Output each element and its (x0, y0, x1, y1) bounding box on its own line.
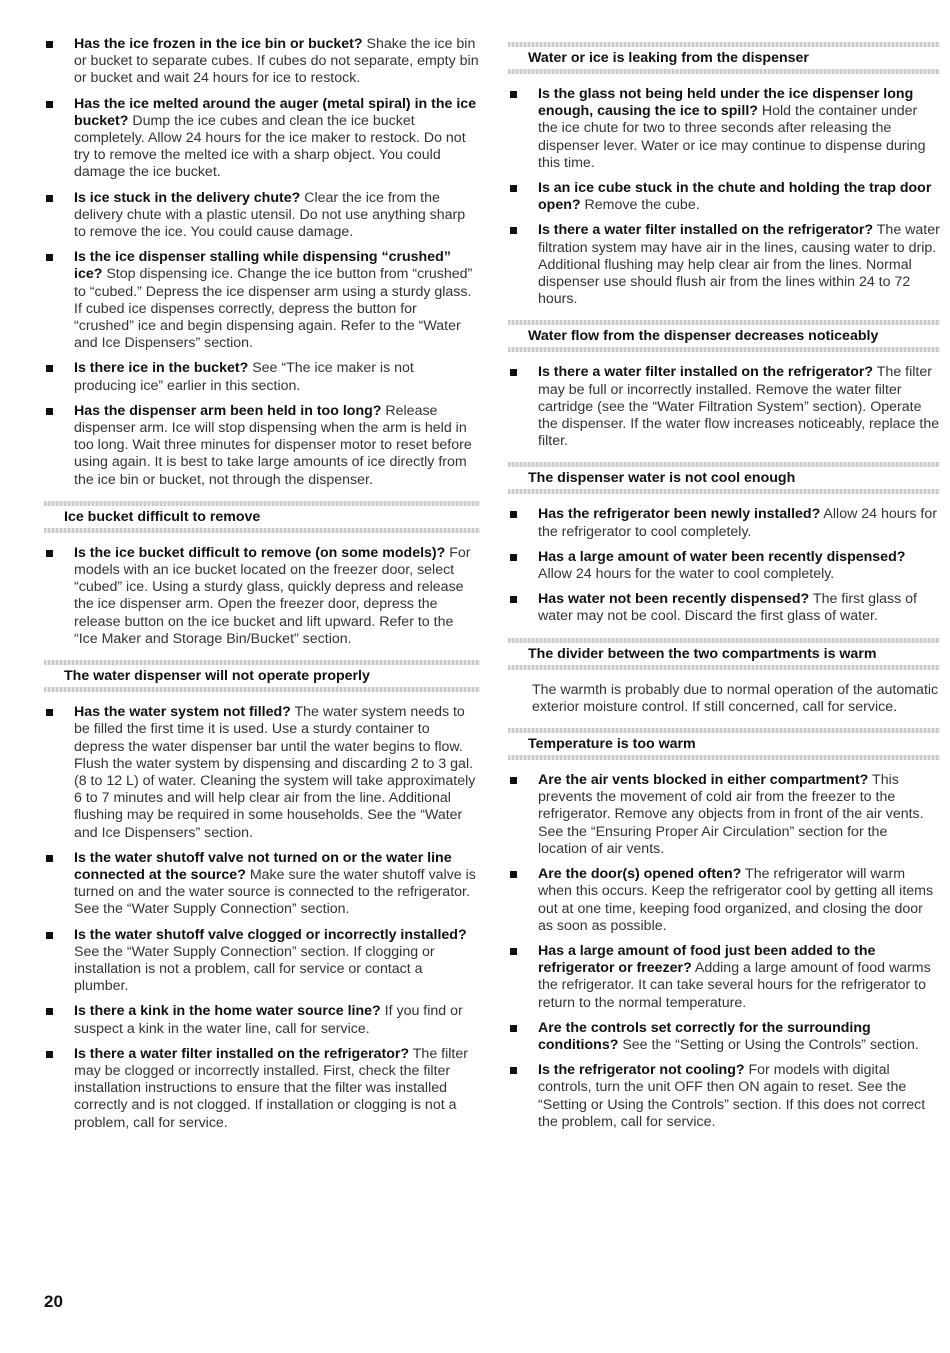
square-bullet-icon (510, 777, 517, 784)
item-question: Has water not been recently dispensed? (538, 591, 810, 608)
ice-bucket-items (44, 545, 480, 648)
item-answer: The refrigerator will warm when this occurs. Keep the refrigerator cool by getting all items out at one time, keeping food organized, and closing the door as soon as possible. (538, 866, 934, 934)
troubleshooting-item (44, 360, 480, 394)
item-question: Is the ice dispenser stalling while dispensing “crushed” ice? (74, 249, 451, 283)
item-answer: Release dispenser arm. Ice will stop dispensing when the arm is held in too long. Wait three minutes for dispenser motor to reset before using again. It is best to take large amounts of ice directly from the ice bin or bucket, not through the dispenser. (74, 402, 472, 488)
square-bullet-icon (510, 511, 517, 518)
section-heading-divider-warm: The divider between the two compartments is warm (508, 638, 940, 670)
section-heading-ice-bucket: Ice bucket difficult to remove (44, 501, 480, 533)
item-question: Has the water system not filled? (74, 704, 291, 721)
square-bullet-icon (46, 1008, 53, 1015)
item-answer: Adding a large amount of food warms the refrigerator. It can take several hours for the refrigerator to return to the normal temperature. (538, 960, 931, 1011)
water-flow-items (508, 364, 940, 450)
troubleshooting-item (44, 249, 480, 352)
troubleshooting-item (44, 927, 480, 996)
square-bullet-icon (46, 855, 53, 862)
leaking-items (508, 86, 940, 308)
square-bullet-icon (46, 1051, 53, 1058)
item-answer: The water system needs to be filled the first time it is used. Use a sturdy container to depress the water dispenser bar until the water begins to flow. Flush the water system by dispensing and discarding 2 to 3 gal. (8 to 12 L) of water. Cleaning the system will take approximately 6 to 7 minutes and will help clear air from the line. Additional flushing may be required in some households. See the “Water and Ice Dispensers” section. (74, 704, 476, 841)
item-question: Are the air vents blocked in either compartment? (538, 772, 869, 789)
item-answer: Hold the container under the ice chute for two to three seconds after releasing the dispenser lever. Water or ice may continue to dispense during this time. (538, 103, 926, 171)
troubleshooting-item (44, 1003, 480, 1037)
item-question: Is there ice in the bucket? (74, 360, 249, 377)
ice-dispensing-items (44, 36, 480, 489)
page-number: 20 (44, 1292, 63, 1311)
troubleshooting-item (508, 772, 940, 858)
item-answer: If you find or suspect a kink in the water line, call for service. (74, 1003, 463, 1037)
section-heading-water-flow: Water flow from the dispenser decreases noticeably (508, 320, 940, 352)
square-bullet-icon (510, 185, 517, 192)
item-question: Are the controls set correctly for the surrounding conditions? (538, 1019, 871, 1053)
troubleshooting-item (44, 190, 480, 242)
item-question: Is the water shutoff valve clogged or incorrectly installed? (74, 926, 467, 943)
square-bullet-icon (510, 554, 517, 561)
section-heading-leaking: Water or ice is leaking from the dispenser (508, 42, 940, 74)
section-heading-water-cool: The dispenser water is not cool enough (508, 462, 940, 494)
square-bullet-icon (510, 948, 517, 955)
item-question: Is the water shutoff valve not turned on or the water line connected at the source? (74, 849, 452, 883)
item-question: Is there a kink in the home water source line? (74, 1003, 381, 1020)
square-bullet-icon (46, 254, 53, 261)
troubleshooting-item (508, 591, 940, 625)
troubleshooting-item (44, 704, 480, 842)
item-answer: The water filtration system may have air in the lines, causing water to drip. Additional flushing may help clear air from the lines. Normal dispenser use should flush air from the lines within 24 to 72 hours. (538, 222, 940, 308)
troubleshooting-item (508, 1020, 940, 1054)
item-question: Is ice stuck in the delivery chute? (74, 189, 301, 206)
square-bullet-icon (46, 408, 53, 415)
item-answer: Stop dispensing ice. Change the ice button from “crushed” to “cubed.” Depress the ice dispenser arm using a sturdy glass. If cubed ice dispenses correctly, depress the button for “crushed” ice and begin dispensing again. Refer to the “Water and Ice Dispensers” section. (74, 266, 473, 352)
troubleshooting-item (44, 545, 480, 648)
item-question: Has the dispenser arm been held in too long? (74, 402, 382, 419)
item-answer: The first glass of water may not be cool. Discard the first glass of water. (538, 591, 917, 625)
section-heading-water-dispenser: The water dispenser will not operate properly (44, 660, 480, 692)
square-bullet-icon (510, 596, 517, 603)
square-bullet-icon (46, 709, 53, 716)
item-question: Has the ice frozen in the ice bin or bucket? (74, 36, 363, 52)
troubleshooting-item (508, 506, 940, 540)
troubleshooting-item (44, 36, 480, 88)
square-bullet-icon (46, 195, 53, 202)
square-bullet-icon (46, 932, 53, 939)
item-question: Has a large amount of food just been added to the refrigerator or freezer? (538, 942, 876, 977)
item-answer: The filter may be clogged or incorrectly installed. First, check the filter installation instructions to ensure that the filter was installed correctly and is not clogged. If installation or clogging is not a problem, call for service. (74, 1045, 468, 1131)
section-heading-temperature: Temperature is too warm (508, 728, 940, 760)
troubleshooting-item (44, 850, 480, 919)
item-answer: Shake the ice bin or bucket to separate cubes. If cubes do not separate, empty bin or bucket and wait 24 hours for ice to restock. (74, 36, 479, 87)
item-question: Has the ice melted around the auger (metal spiral) in the ice bucket? (74, 95, 477, 129)
troubleshooting-item (508, 222, 940, 308)
item-question: Is there a water filter installed on the refrigerator? (74, 1045, 410, 1062)
troubleshooting-item (44, 1046, 480, 1132)
item-question: Is there a water filter installed on the refrigerator? (538, 222, 874, 239)
item-question: Is the refrigerator not cooling? (538, 1062, 745, 1079)
square-bullet-icon (46, 550, 53, 557)
item-answer: Make sure the water shutoff valve is turned on and the water source is connected to the refrigerator. See the “Water Supply Connection” section. (74, 866, 476, 918)
item-question: Is there a water filter installed on the refrigerator? (538, 364, 874, 381)
item-answer: The filter may be full or incorrectly installed. Remove the water filter cartridge (see the “Water Filtration System” section). Operate the dispenser. If the water flow increases noticeably, replace the filter. (538, 364, 940, 450)
item-question: Is the ice bucket difficult to remove (on some models)? (74, 544, 446, 561)
troubleshooting-item (44, 96, 480, 182)
square-bullet-icon (46, 365, 53, 372)
right-column (508, 36, 940, 1139)
item-answer: For models with an ice bucket located on the freezer door, select “cubed” ice. Using a sturdy glass, quickly depress and release the ice dispenser arm. Open the freezer door, depress the release button on the ice bucket and lift upward. Refer to the “Ice Maker and Storage Bin/Bucket” section. (74, 544, 471, 647)
item-question: Has the refrigerator been newly installed? (538, 506, 821, 523)
square-bullet-icon (46, 41, 53, 48)
square-bullet-icon (510, 871, 517, 878)
troubleshooting-item (508, 549, 940, 583)
square-bullet-icon (510, 369, 517, 376)
temperature-items (508, 772, 940, 1131)
item-answer: Remove the cube. (580, 197, 700, 214)
item-answer: Allow 24 hours for the refrigerator to cool completely. (538, 506, 937, 540)
item-answer: Dump the ice cubes and clean the ice bucket completely. Allow 24 hours for the ice maker to restock. Do not try to remove the melted ice with a sharp object. You could damage the ice bucket. (74, 112, 466, 181)
troubleshooting-item (508, 180, 940, 214)
troubleshooting-item (508, 866, 940, 935)
troubleshooting-item (508, 1062, 940, 1131)
item-question: Has a large amount of water been recently dispensed? (538, 548, 906, 565)
item-answer: This prevents the movement of cold air from the freezer to the refrigerator. Remove any objects from in front of the air vents. See the “Ensuring Proper Air Circulation” section for the location of air vents. (538, 772, 924, 857)
item-answer: See the “Setting or Using the Controls” section. (618, 1036, 919, 1053)
item-question: Are the door(s) opened often? (538, 866, 742, 883)
item-question: Is the glass not being held under the ice dispenser long enough, causing the ice to spill? (538, 86, 914, 120)
square-bullet-icon (46, 101, 53, 108)
troubleshooting-item (508, 364, 940, 450)
item-answer: Clear the ice from the delivery chute with a plastic utensil. Do not use anything sharp to remove the ice. You could cause damage. (74, 189, 466, 241)
square-bullet-icon (510, 1025, 517, 1032)
square-bullet-icon (510, 1067, 517, 1074)
water-dispenser-items (44, 704, 480, 1132)
troubleshooting-item (508, 86, 940, 172)
item-answer: See the “Water Supply Connection” section. If clogging or installation is not a problem, call for service or contact a plumber. (74, 943, 435, 995)
troubleshooting-item (508, 943, 940, 1012)
water-cool-items (508, 506, 940, 625)
square-bullet-icon (510, 91, 517, 98)
item-question: Is an ice cube stuck in the chute and holding the trap door open? (538, 180, 932, 214)
item-answer: Allow 24 hours for the water to cool completely. (538, 566, 835, 583)
divider-warm-text: The warmth is probably due to normal operation of the automatic exterior moisture control. If still concerned, call for service. (532, 681, 939, 715)
square-bullet-icon (510, 227, 517, 234)
item-answer: See “The ice maker is not producing ice” earlier in this section. (74, 360, 414, 394)
troubleshooting-item (44, 403, 480, 489)
left-column (44, 36, 480, 1140)
item-answer: For models with digital controls, turn the unit OFF then ON again to reset. See the “Setting or Using the Controls” section. If this does not correct the problem, call for service. (538, 1062, 926, 1130)
